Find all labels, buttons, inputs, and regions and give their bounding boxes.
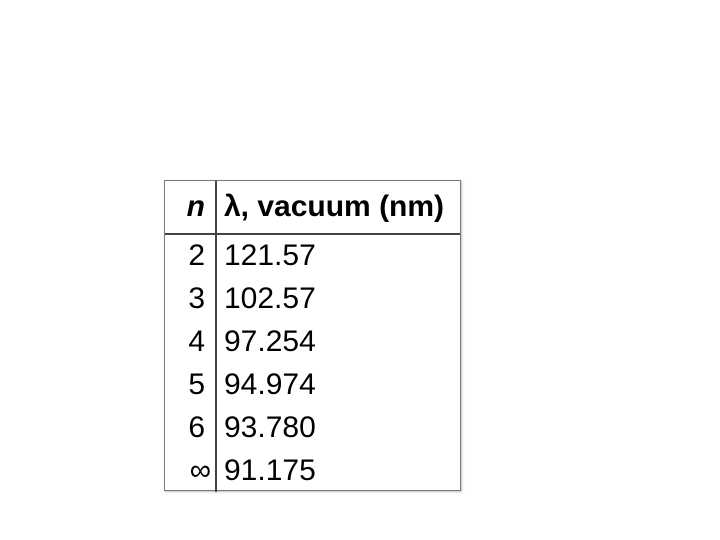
cell-wavelength: 91.175 [224, 453, 316, 487]
lyman-series-table [165, 181, 460, 492]
cell-n: 5 [165, 363, 216, 406]
header-wavelength: λ, vacuum (nm) [216, 181, 460, 234]
cell-wavelength: 93.780 [224, 410, 316, 444]
table-row [165, 449, 460, 492]
cell-n: ∞ [165, 449, 216, 492]
table-row [165, 277, 460, 320]
table-row [165, 363, 460, 406]
cell-wavelength: 94.974 [224, 367, 316, 401]
cell-n: 2 [165, 234, 216, 277]
cell-wavelength: 121.57 [224, 239, 316, 272]
cell-n: 4 [165, 320, 216, 363]
table-header [165, 181, 460, 234]
cell-wavelength: 97.254 [224, 324, 316, 358]
cell-n: 3 [165, 277, 216, 320]
header-n: n [165, 181, 216, 234]
header-row [165, 181, 460, 234]
wavelength-table-container [164, 180, 461, 491]
table-row [165, 234, 460, 277]
table-body [165, 234, 460, 492]
cell-wavelength: 102.57 [224, 281, 316, 315]
table-row [165, 406, 460, 449]
table-row [165, 320, 460, 363]
cell-n: 6 [165, 406, 216, 449]
